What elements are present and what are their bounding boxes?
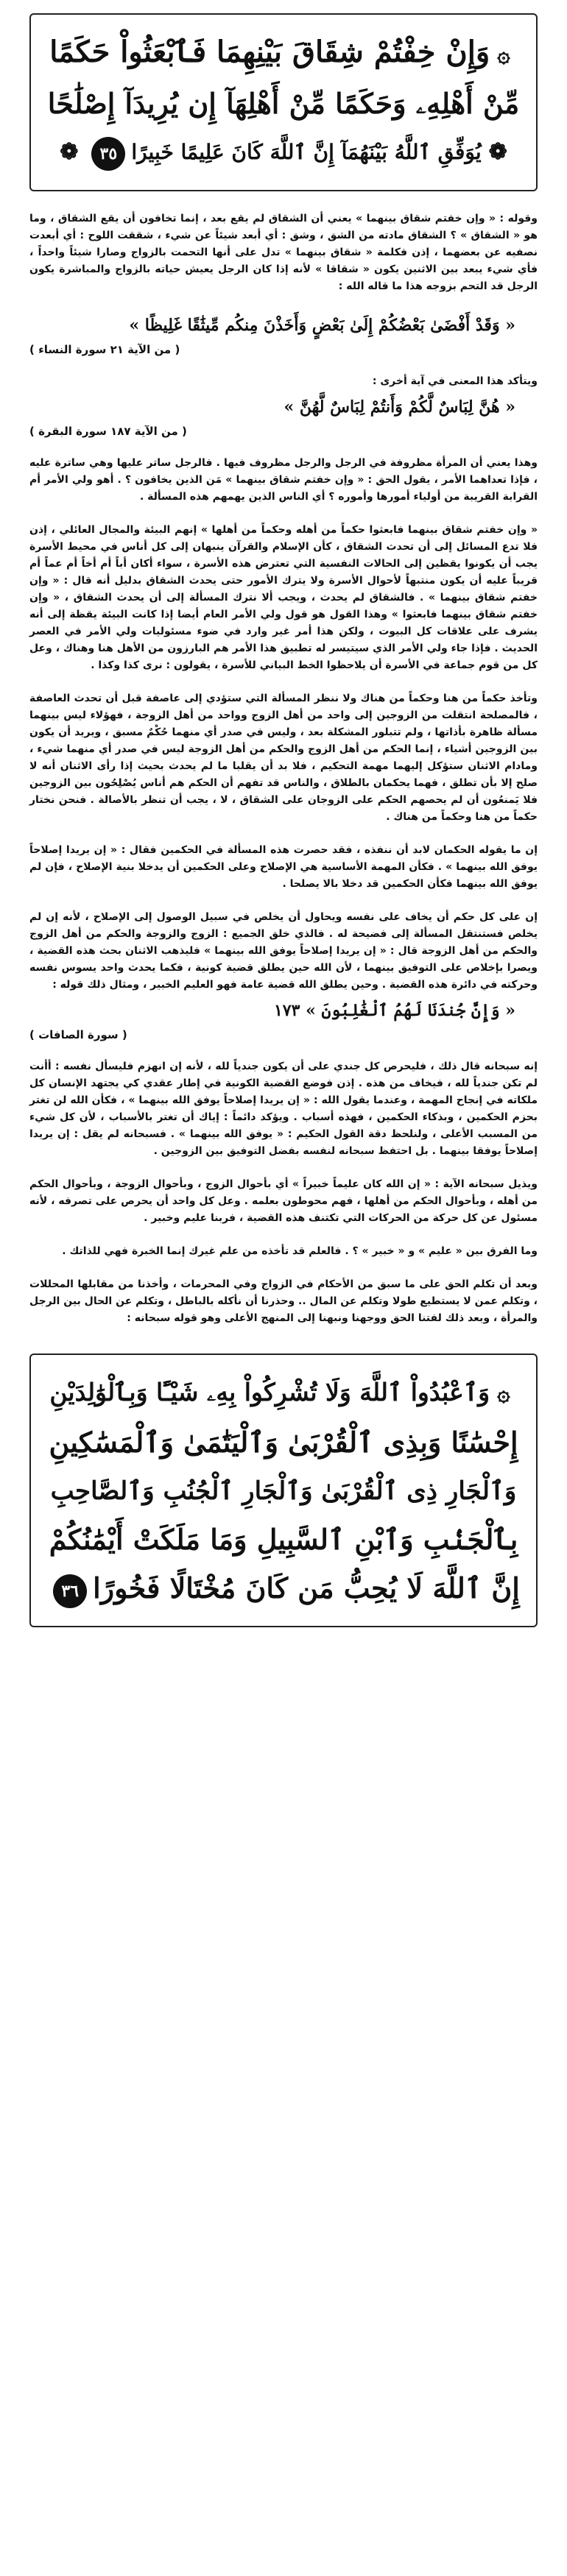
paragraph-1: وقوله : « وإن خفتم شقاق بينهما » يعني أن الشقاق لم يقع بعد ، إنما تخافون أن يقع الشقاق ، وما هو « الشقاق » ؟ الشقاق مادته من الشق ، وشق : أي أبعد شيئاً عن شيء ، شققت اللوح : أي أبعدت نصفيه عن بعضهما ، إذن فكلمة « شقاق بينهما » تدل على أنها التحمت بالزواج وصارا شيئاً واحداً ، فأي شيء يبعد بين الاثنين يكون « شقاقا » لأنه إذا كان الرجل يعيش حياته بالزواج والمباشرة يكون الرجل قد التحم بزوجه هذا ما قاله الله : [29, 213, 538, 292]
quote-3-number: ١٧٣ [273, 1001, 300, 1020]
paragraph-5: وتأخذ حكماً من هنا وحكماً من هناك ولا ننظر المسألة التي ستؤدي إلى عاصفة قبل أن تحدث العاصفة ، فالمصلحة انتقلت من الزوجين إلى واحد من أهل الزوج وواحد من أهل الزوجة ، فهؤلاء ليس بينهما مسألة ظاهرة بأذاتها ، ولم تتبلور المشكلة بعد ، وليس في صدر أي منهما حُكْمٌ مسبق ، ويريد أن يكون بين الزوجين أشياء ، إنما الحكم من أهل الزوج والحكم من أهل الزوجة ليس في صدر أي منهما شيء ، ومادام الاثنان ستؤكل إليهما مهمة التحكيم ، فلا بد أن يقلبا ما لم يحدث بحيث إذا رأى الاثنان أنه لا صلح إلا بأن تطلق ، فهما يحكمان بالطلاق ، والناس قد تفهم أن الحكم هم أناس يُصْلِحُون بين الزوجين فلا يَمنعُون أن لم يحصهم الحكم على الزوجان على الشقاق ، لا ، يجب أن تنظر بالأصالة . فنحن نختار حكماً من هنا وحكماً من هناك . [29, 693, 538, 823]
paragraph-2: ويتأكد هذا المعنى في آية أخرى : [372, 375, 538, 387]
quote-3 [52, 997, 515, 1025]
reference-1: ( من الآية ٢١ سورة النساء ) [29, 343, 180, 356]
ornament-icon: ❁ [488, 139, 507, 165]
paragraph-10: وما الفرق بين « عليم » و « خبير » ؟ . فالعلم قد تأخذه من علم غيرك إنما الخبرة فهي للذاتك . [62, 1245, 538, 1257]
reference-3: ( سورة الصافات ) [29, 1028, 127, 1041]
bottom-verse-frame [29, 1354, 538, 1627]
quote-3-text: « وَإِنَّ جُندَنَا لَهُمُ ٱلْغَٰلِبُونَ » [306, 1001, 515, 1020]
reference-2: ( من الآية ١٨٧ سورة البقرة ) [29, 425, 187, 438]
paragraph-9: ويذيل سبحانه الآية : « إن الله كان عليماً خبيراً » أي بأحوال الزوج ، وبأحوال الزوجة ، وبأحوال الحكم من أهله ، وبأحوال الحكم من أهلها ، فهم محوطون بعلمه . وعل كل واحد أن يحرص على تصرفه ، لأنه مسئول عن كل حركة من الحركات التي تكتنف هذه القضية ، فربنا عليم وخبير . [29, 1178, 538, 1224]
ayah-number-badge: ٣٥ [91, 137, 125, 171]
bottom-verse-line-5: إِنَّ ٱللَّهَ لَا يُحِبُّ مَن كَانَ مُخْتَالًا فَخُورًا٣٦ [47, 1564, 520, 1613]
paragraph-7: إن على كل حكم أن يخاف على نفسه ويحاول أن يخلص في سبيل الوصول إلى الإصلاح ، لأنه إن لم يخلص فستنتقل المسألة إلى فضيحة له . فالذي خلق الجميع : الزوج والزوجة والحكم من أهل الزوج والحكم من أهل الزوجة قال : « إن يريدا إصلاحاً يوفق الله بينهما » فليذهب الاثنان بحث هذه القضية ، ويصرا بإخلاص على التوفيق بينهما ، لأن الله حين يطلق قضية كونية ، فكما يحدث واحد يسوس نفسه وحركته في دائرة هذه القضية . وحين يطلق الله قضية عامة فهو العليم الخبير ، ومثال ذلك قوله : [29, 911, 538, 991]
paragraph-4: « وإن خفتم شقاق بينهما فابعثوا حكماً من أهله وحكماً من أهلها » إنهم البيئة والمجال العائلي ، إذن فلا تدع المسائل إلى أن تحدث الشقاق ، كأن الإسلام والقرآن ينبهان إلى كل أناس في محيط الأسرة يجب أن يكونوا يقظين إلى الحالات النفسية التي تعترض هذه الأسرة ، سواء أكان أباً أم أخاً أم عماً أم قريباً عليه أن يكون منتبهاً لأحوال الأسرة ولا يترك الأمور حتى يحدث الشقاق بدليل أنه قال : « وإن خفتم شقاق بينهما » . فالشقاق لم يحدث ، ويجب ألا نترك المسألة إلى أن يحدث الشقاق ، « وإن خفتم شقاق بينهما فابعثوا » وهذا القول هو قول ولي الأمر العام أيضا إذا كانت البيئة يقظة إلى أنه يشرف على علاقات كل البيوت ، ولكن هذا أمر غير وارد في ضوء مسئوليات ولي الأمر في العصر الحديث . فإذا جاء ولي الأمر الذي سيتيسر له تطبيق هذا الأمر هم البارزون من الأهل هنا وهناك ، وعل كل من قوم جماعة في الأسرة أن يلاحظوا الخط البياني للأسرة ، يقولون : نرى كذا وكذا . [29, 524, 538, 671]
top-verse-line-1: ۞وَإِنْ خِفْتُمْ شِقَاقَ بَيْنِهِمَا فَٱبْعَثُواْ حَكَمًا [47, 28, 520, 79]
bottom-verse-line-2: إِحْسَٰنًا وَبِذِى ٱلْقُرْبَىٰ وَٱلْيَتَٰمَىٰ وَٱلْمَسَٰكِينِ [49, 1426, 518, 1459]
ornament-icon: ۞ [497, 1381, 510, 1406]
quote-1: « وَقَدْ أَفْضَىٰ بَعْضُكُمْ إِلَىٰ بَعْضٍ وَأَخَذْنَ مِنكُم مِّيثَٰقًا غَلِيظًا » [129, 316, 515, 335]
bottom-verse-line-3: وَٱلْجَارِ ذِى ٱلْقُرْبَىٰ وَٱلْجَارِ ٱلْجُنُبِ وَٱلصَّاحِبِ [50, 1476, 517, 1506]
ayah-number-badge: ٣٦ [53, 1574, 87, 1608]
paragraph-8: إنه سبحانه قال ذلك ، فليحرص كل جندي على أن يكون جندياً لله ، لأنه إن انهزم فليسأل نفسه : أأنت لم تكن جندياً لله ، فيخاف من هذه . إذن فوضع القضية الكونية في إطار عقدي كي يجتهد الإنسان كل ملكاته في إنجاح المهمة ، وعندما يقول الله : « إن يريدا إصلاحاً يوفق الله بينهما » ، فكأن الله لن تغتر بحزم الحكمين ، وبذكاء الحكمين ، فهذه أسباب . ويؤكد دائماً : إياك أن تغتر بالأسباب ، لأن كل شيء من المسبب الأعلى ، ولنلحظ دقة القول الحكيم : « يوفق الله بينهما » . فسبحانه لم يقل : إن يريدا إصلاحاً يوفقا بينهما . بل احتفظ سبحانه لنفسه بفضل التوفيق بين الزوجين . [29, 1061, 538, 1157]
ornament-icon: ۞ [497, 42, 510, 68]
paragraph-3: وهذا يعني أن المرأة مظروفة في الرجل والرجل مظروف فيها . فالرجل ساتر عليها وهي ساترة عليه ، فإذا تعداهما الأمر ، يقول الحق : « وإن خفتم شقاق بينهما » مَن الذين يخافون ؟ . أهو ولي الأمر أم القرابة القريبة من أولياء أمورها وأموره ؟ أي الناس الذين يهمهم هذه المسألة . [29, 457, 538, 503]
top-verse-line-2: مِّنْ أَهْلِهِۦ وَحَكَمًا مِّنْ أَهْلِهَآ إِن يُرِيدَآ إِصْلَٰحًا [47, 87, 520, 120]
paragraph-6: إن ما يقوله الحكمان لابد أن ننفذه ، فقد حصرت هذه المسألة في الحكمين فقال : « إن يريدا إصلاحاً يوفق الله بينهما » . فكأن المهمة الأساسية هي الإصلاح وعلى الحكمين أن يدخلا بنية الإصلاح ، فإن لم يوفق الله بينهما فكأن الحكمين قد دخلا بالا يصلحا . [29, 844, 538, 890]
bottom-verse-line-1: ۞وَٱعْبُدُواْ ٱللَّهَ وَلَا تُشْرِكُواْ بِهِۦ شَيْـًٔا وَبِٱلْوَٰلِدَيْنِ [47, 1368, 520, 1418]
ornament-icon: ❁ [60, 139, 79, 165]
quote-2: « هُنَّ لِبَاسٌ لَّكُمْ وَأَنتُمْ لِبَاسٌ لَّهُنَّ » [284, 397, 515, 417]
bottom-verse-line-4: بِٱلْجَنۢبِ وَٱبْنِ ٱلسَّبِيلِ وَمَا مَلَكَتْ أَيْمَٰنُكُمْ [49, 1523, 518, 1556]
paragraph-11: وبعد أن تكلم الحق على ما سبق من الأحكام في الزواج وفي المحرمات ، وأخذنا من مقابلها المحللات ، وتكلم عمن لا يستطيع طولا وتكلم عن المال .. وحذرنا أن نأكله بالباطل ، وتكلم عن الحال بين الرجل والمرأة ، وبعد ذلك لفتنا الحق ووجهنا ونبهنا إلى المنهج الأعلى وهو قوله سبحانه : [29, 1278, 538, 1324]
top-verse-frame [29, 13, 538, 191]
top-verse-line-3: ❁يُوَفِّقِ ٱللَّهُ بَيْنَهُمَآ إِنَّ ٱللَّهَ كَانَ عَلِيمًا خَبِيرًا٣٥❁ [47, 128, 520, 177]
